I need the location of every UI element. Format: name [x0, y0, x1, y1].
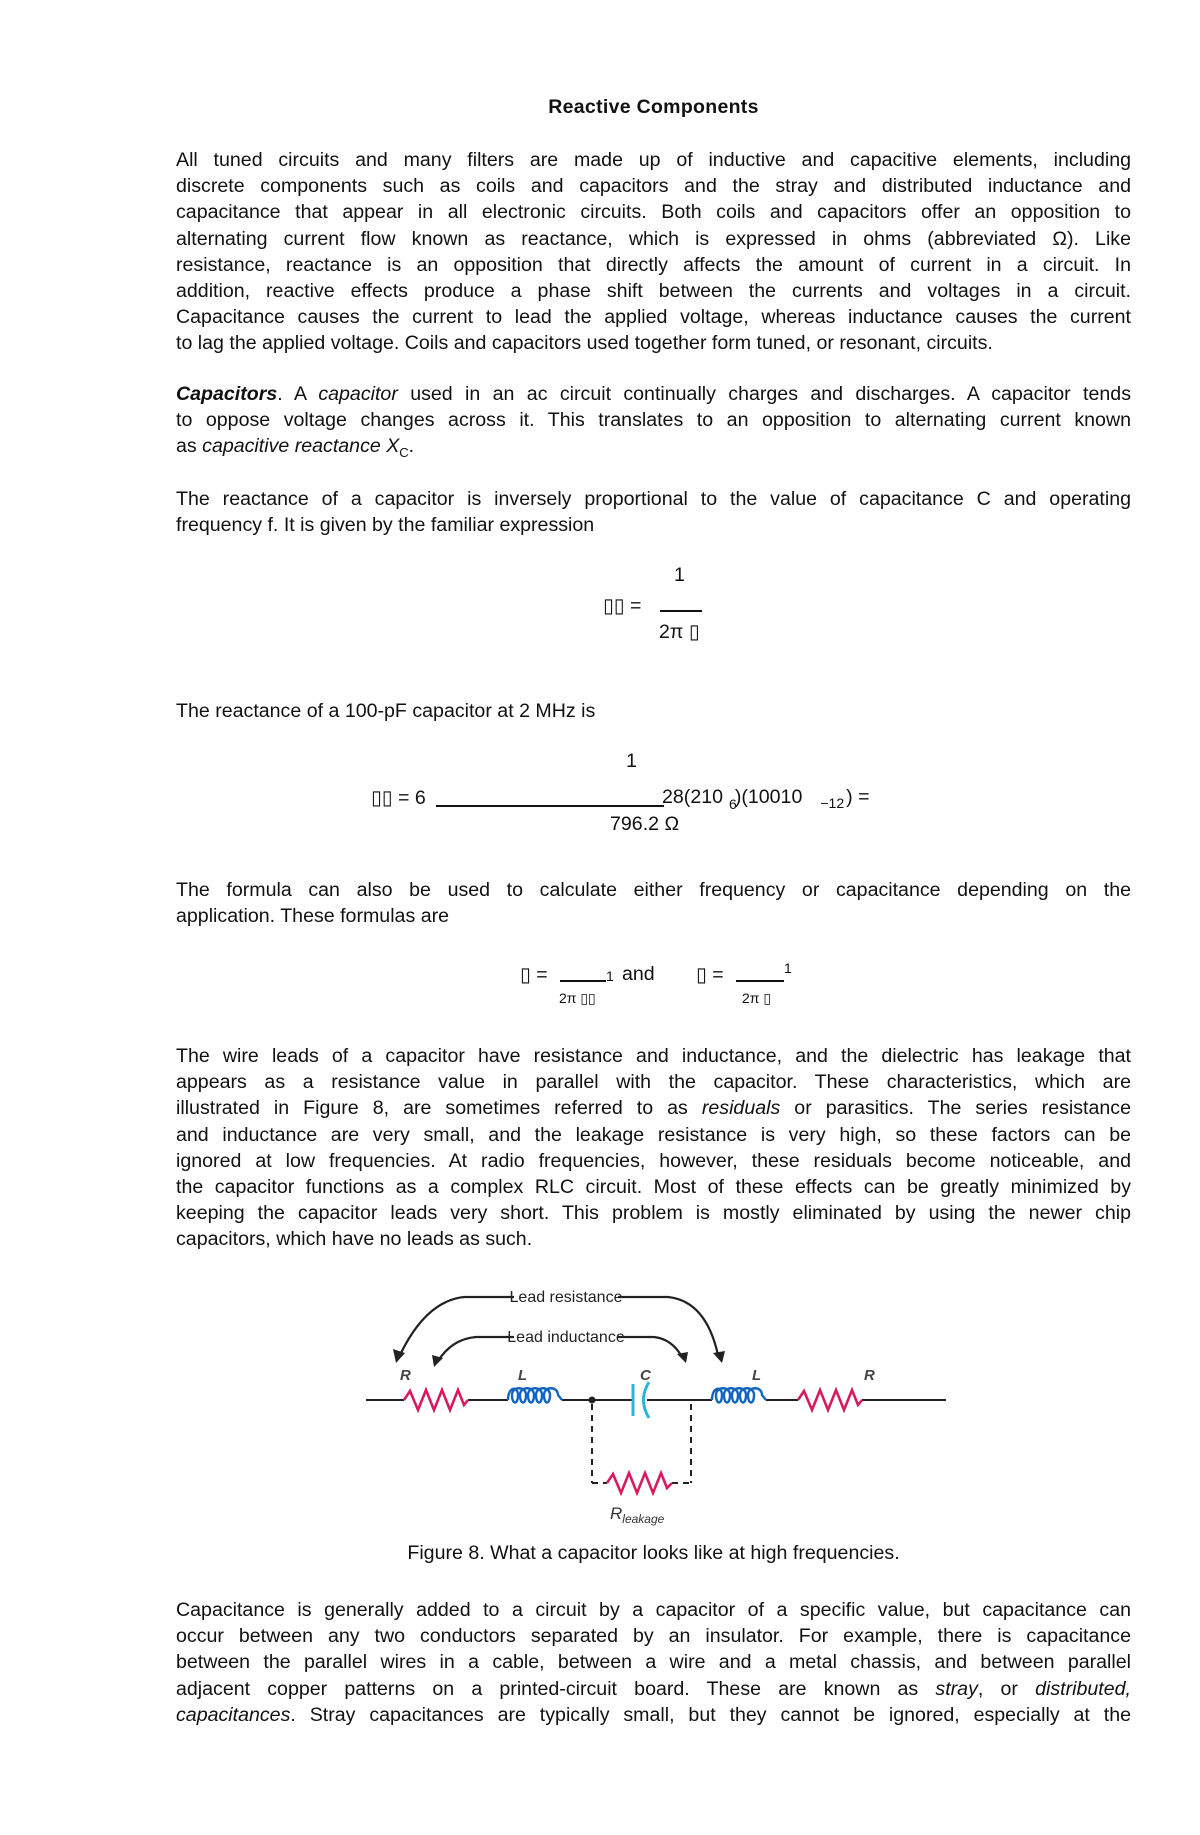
text-run: ) =	[846, 786, 870, 808]
fraction-bar	[736, 980, 784, 982]
text-line: The reactance of a capacitor is inversely proportional to the value of capacitance C and operating	[176, 488, 1131, 510]
lead-resistance-arrow-right	[618, 1297, 718, 1355]
resistor-left	[404, 1390, 468, 1410]
text-italic: capacitances	[176, 1703, 291, 1726]
c-label: C	[640, 1367, 651, 1384]
l-left-label: L	[518, 1367, 528, 1384]
lead-inductance-arrow-left	[438, 1337, 514, 1361]
text-run: illustrated in Figure 8, are sometimes referred to as	[176, 1097, 702, 1120]
fraction-bar	[660, 610, 702, 612]
subscript: C	[399, 445, 409, 461]
text-line: The formula can also be used to calculate either frequency or capacitance depending on the	[176, 879, 1131, 901]
arrowhead-icon	[677, 1352, 688, 1363]
eq-lhs: ▯ =	[520, 964, 548, 986]
text-line: frequency f. It is given by the familiar expression	[176, 514, 595, 537]
text-run: adjacent copper patterns on a printed-circuit board. These are known as	[176, 1677, 936, 1700]
r-leakage-label: $R_{leakage}$	[610, 1504, 665, 1526]
text-line: The reactance of a 100-pF capacitor at 2 MHz is	[176, 700, 596, 722]
text-line: appears as a resistance value in parallel with the capacitor. These characteristics, which are	[176, 1071, 1131, 1094]
text-run: 28(210	[662, 786, 724, 808]
text-run: . A	[277, 383, 319, 405]
paragraph-residuals	[176, 1043, 1131, 1253]
fraction-bar	[436, 805, 664, 807]
resistor-right	[798, 1390, 862, 1410]
eq-denominator: 2π ▯	[659, 621, 700, 643]
paragraph-reactance	[176, 486, 1131, 538]
paragraph-capacitors	[176, 381, 1131, 462]
exponent: 6	[729, 796, 737, 812]
text-italic: capacitor	[318, 383, 398, 405]
text-run: used in an ac circuit continually charges and discharges. A capacitor tends	[397, 383, 1131, 405]
eq-denominator: 2π ▯	[742, 990, 772, 1006]
text-run: or parasitics. The series resistance	[780, 1097, 1131, 1120]
text-line: to oppose voltage changes across it. This translates to an opposition to alternating current known	[176, 409, 1131, 432]
arrowhead-icon	[393, 1349, 405, 1363]
text-line: capacitors, which have no leads as such.	[176, 1228, 533, 1251]
eq-lhs: ▯▯ = 6	[371, 787, 426, 809]
r-left-label: R	[400, 1367, 411, 1384]
paragraph-example	[176, 698, 1131, 724]
text-italic: residuals	[701, 1097, 781, 1120]
text-line: The wire leads of a capacitor have resistance and inductance, and the dielectric has leakage that	[176, 1045, 1131, 1067]
text-line: discrete components such as coils and capacitors and the stray and distributed inductance and	[176, 175, 1131, 198]
text-italic: capacitive reactance X	[202, 435, 400, 458]
eq-numerator: 1	[784, 960, 792, 976]
resistor-leakage	[607, 1473, 672, 1493]
lead-resistance-label: Lead resistance	[509, 1289, 623, 1306]
text-line: to lag the applied voltage. Coils and capacitors used together form tuned, or resonant, circuits.	[176, 332, 993, 355]
text-line: alternating current flow known as reactance, which is expressed in ohms (abbreviated Ω). Like	[176, 227, 1131, 250]
text-line: Capacitance causes the current to lead the applied voltage, whereas inductance causes the current	[176, 306, 1131, 329]
inductor-left	[508, 1388, 562, 1402]
eq-numerator: 1	[606, 968, 614, 984]
lead-inductance-arrow-right	[618, 1337, 682, 1357]
text-italic: distributed,	[1035, 1677, 1131, 1700]
text-line	[176, 433, 1131, 461]
exponent: −12	[820, 795, 845, 811]
inductor-right	[712, 1388, 766, 1402]
text-line: resistance, reactance is an opposition that directly affects the amount of current in a circuit. In	[176, 253, 1131, 276]
text-run: )(10010	[734, 786, 803, 808]
figure-caption: Figure 8. What a capacitor looks like at high frequencies.	[407, 1542, 900, 1564]
arrowhead-icon	[713, 1351, 725, 1363]
junction-node	[589, 1397, 596, 1404]
eq-denominator: 2π ▯▯	[559, 990, 596, 1006]
text-run: , or	[977, 1677, 1036, 1700]
text-line: between the parallel wires in a cable, between a wire and a metal chassis, and between parallel	[176, 1651, 1131, 1674]
text-line: occur between any two conductors separated by an insulator. For example, there is capacitance	[176, 1625, 1131, 1648]
fraction-bar	[560, 980, 606, 982]
paragraph-intro	[176, 147, 1131, 357]
text-line: application. These formulas are	[176, 905, 450, 928]
eq-numerator: 1	[626, 750, 637, 772]
page-title: Reactive Components	[548, 96, 759, 118]
text-line: All tuned circuits and many filters are made up of inductive and capacitive elements, including	[176, 149, 1131, 171]
text-italic: stray	[935, 1677, 978, 1700]
text-line: ignored at low frequencies. At radio frequencies, however, these residuals become noticeable, and	[176, 1149, 1131, 1172]
text-line: keeping the capacitor leads very short. This problem is mostly eliminated by using the newer chip	[176, 1202, 1131, 1225]
lead-inductance-label: Lead inductance	[507, 1329, 625, 1346]
l-right-label: L	[752, 1367, 762, 1384]
text-line: the capacitor functions as a complex RLC circuit. Most of these effects can be greatly minimized by	[176, 1176, 1131, 1199]
text-line: Capacitance is generally added to a circuit by a capacitor of a specific value, but capacitance can	[176, 1599, 1131, 1621]
text-line	[176, 1676, 1131, 1702]
text-line: capacitance that appear in all electronic circuits. Both coils and capacitors offer an opposition to	[176, 201, 1131, 224]
text-line	[176, 381, 1131, 407]
lead-resistance-arrow-left	[400, 1297, 514, 1355]
paragraph-formulas	[176, 877, 1131, 929]
text-line	[176, 1702, 1131, 1728]
paragraph-stray-capacitance	[176, 1597, 1131, 1728]
capacitors-heading: Capacitors	[176, 383, 278, 405]
eq-lhs: ▯▯ =	[603, 595, 642, 617]
text-run: as	[176, 435, 203, 458]
text-line: addition, reactive effects produce a phase shift between the currents and voltages in a circuit.	[176, 280, 1131, 303]
text-line	[176, 1095, 1131, 1121]
eq-lhs: ▯ =	[696, 964, 724, 986]
text-run: .	[408, 435, 415, 458]
eq-rhs	[662, 786, 870, 812]
r-right-label: R	[864, 1367, 875, 1384]
eq-and: and	[622, 963, 655, 985]
text-line: and inductance are very small, and the leakage resistance is very high, so these factors can be	[176, 1123, 1131, 1146]
text-run: . Stray capacitances are typically small, but they cannot be ignored, especially at the	[290, 1703, 1131, 1726]
capacitor-equivalent-circuit-figure	[366, 1283, 946, 1543]
eq-numerator: 1	[674, 564, 685, 586]
eq-result: 796.2 Ω	[610, 813, 680, 835]
